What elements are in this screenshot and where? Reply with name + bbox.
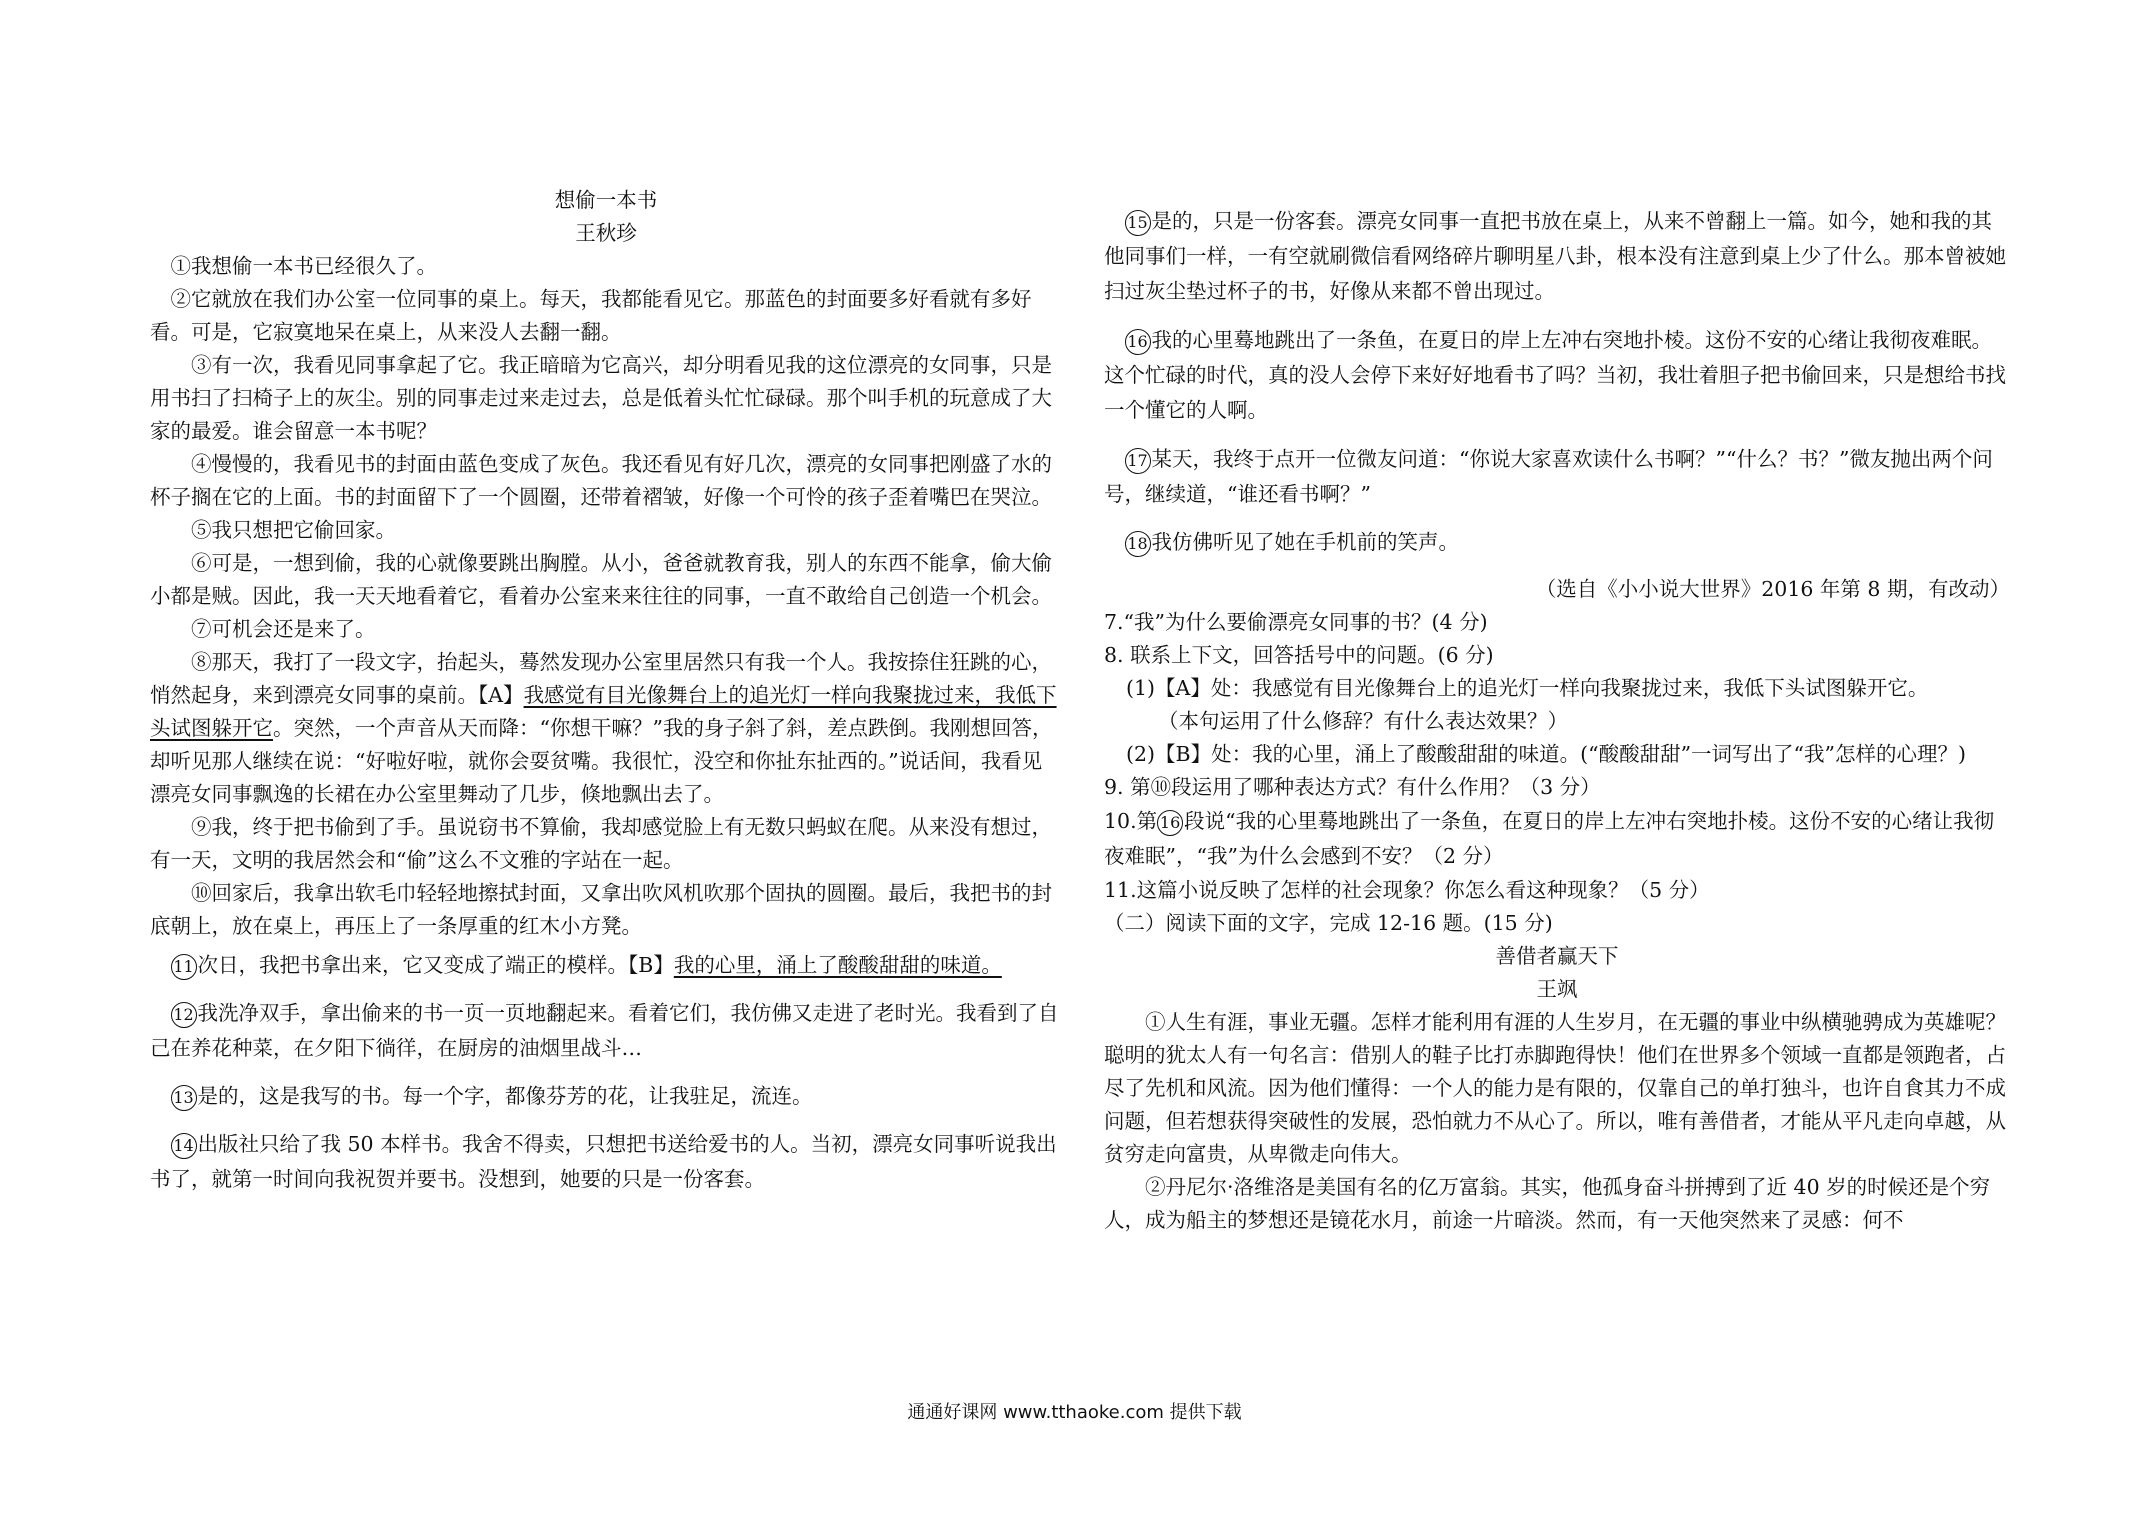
q10-text: 段说“我的心里蓦地跳出了一条鱼，在夏日的岸上左冲右突地扑棱。这份不安的心绪让我彻夜难眠”，“我”为什么会感到不安？（2 分）: [1104, 809, 1995, 868]
question-8-1: (1)【A】处：我感觉有目光像舞台上的追光灯一样向我聚拢过来，我低下头试图躲开它。: [1126, 676, 1929, 700]
circled-number-13: 13: [171, 1085, 197, 1111]
paragraph-1: ①我想偷一本书已经很久了。: [170, 254, 437, 278]
question-7: 7.“我”为什么要偷漂亮女同事的书？(4 分): [1104, 610, 1488, 634]
circled-number-12: 12: [171, 1002, 197, 1028]
paragraph-10: ⑩回家后，我拿出软毛巾轻轻地擦拭封面，又拿出吹风机吹那个固执的圆圈。最后，我把书的封底朝上，放在桌上，再压上了一条厚重的红木小方凳。: [150, 881, 1052, 938]
paragraph-15: [1104, 204, 2010, 309]
paragraph-5: ⑤我只想把它偷回家。: [191, 518, 396, 542]
article-author: 王飒: [1536, 977, 1578, 1001]
p16-text: 我的心里蓦地跳出了一条鱼，在夏日的岸上左冲右突地扑棱。这份不安的心绪让我彻夜难眠。这个忙碌的时代，真的没人会停下来好好地看书了吗？当初，我壮着胆子把书偷回来，只是想给书找一个懂它的人啊。: [1104, 328, 2006, 422]
page-footer: 通通好课网 www.tthaoke.com 提供下载: [907, 1402, 1242, 1423]
paragraph-3: ③有一次，我看见同事拿起了它。我正暗暗为它高兴，却分明看见我的这位漂亮的女同事，只是用书扫了扫椅子上的灰尘。别的同事走过来走过去，总是低着头忙忙碌碌。那个叫手机的玩意成了大家的最爱。谁会留意一本书呢？: [150, 353, 1052, 443]
question-9: 9. 第⑩段运用了哪种表达方式？有什么作用？（3 分）: [1104, 775, 1601, 799]
paragraph-17: [1104, 442, 2010, 512]
paragraph-6: ⑥可是，一想到偷，我的心就像要跳出胸膛。从小，爸爸就教育我，别人的东西不能拿，偷大偷小都是贼。因此，我一天天地看着它，看着办公室来来往往的同事，一直不敢给自己创造一个机会。: [150, 551, 1052, 608]
paragraph-8: [150, 646, 1062, 811]
p14-text: 出版社只给了我 50 本样书。我舍不得卖，只想把书送给爱书的人。当初，漂亮女同事听说我出书了，就第一时间向我祝贺并要书。没想到，她要的只是一份客套。: [150, 1132, 1057, 1191]
circled-number-18: 18: [1125, 531, 1151, 557]
circled-number-16-ref: 16: [1157, 810, 1183, 836]
story-author: 王秋珍: [575, 221, 637, 245]
paragraph-12: [150, 996, 1062, 1066]
underlined-sentence-b: 我的心里，涌上了酸酸甜甜的味道。: [673, 953, 1002, 977]
paragraph-4: ④慢慢的，我看见书的封面由蓝色变成了灰色。我还看见有好几次，漂亮的女同事把刚盛了水的杯子搁在它的上面。书的封面留下了一个圆圈，还带着褶皱，好像一个可怜的孩子歪着嘴巴在哭泣。: [150, 452, 1052, 509]
underlined-sentence-a: 我感觉有目光像舞台上的追光灯一样向我聚拢过来，我低下头试图躲开它: [150, 683, 1057, 740]
p8-text-b: 。突然，一个声音从天而降：“你想干嘛？”我的身子斜了斜，差点跌倒。我刚想回答，却听见那人继续在说：“好啦好啦，就你会耍贫嘴。我很忙，没空和你扯东扯西的。”说话间，我看见漂亮女同事飘逸的长裙在办公室里舞动了几步，倏地飘出去了。: [150, 716, 1053, 806]
circled-number-15: 15: [1125, 210, 1151, 236]
question-11: 11.这篇小说反映了怎样的社会现象？你怎么看这种现象？（5 分）: [1104, 878, 1710, 902]
paragraph-11: [150, 949, 1062, 982]
circled-number-17: 17: [1125, 448, 1151, 474]
paragraph-9: ⑨我，终于把书偷到了手。虽说窃书不算偷，我却感觉脸上有无数只蚂蚁在爬。从来没有想过，有一天，文明的我居然会和“偷”这么不文雅的字站在一起。: [150, 815, 1052, 872]
p8-text-a: ⑧那天，我打了一段文字，抬起头，蓦然发现办公室里居然只有我一个人。我按捺住狂跳的心，悄然起身，来到漂亮女同事的桌前。【A】: [150, 650, 1052, 707]
paragraph-2: ②它就放在我们办公室一位同事的桌上。每天，我都能看见它。那蓝色的封面要多好看就有多好看。可是，它寂寞地呆在桌上，从来没人去翻一翻。: [150, 287, 1032, 344]
circled-number-11: 11: [171, 954, 197, 980]
paragraph-16: [1104, 323, 2010, 428]
paragraph-13: [150, 1080, 1062, 1113]
article-paragraph-2: ②丹尼尔·洛维洛是美国有名的亿万富翁。其实，他孤身奋斗拼搏到了近 40 岁的时候还是个穷人，成为船主的梦想还是镜花水月，前途一片暗淡。然而，有一天他突然来了灵感：何不: [1104, 1175, 1991, 1232]
question-10: [1104, 804, 2010, 874]
circled-number-14: 14: [171, 1133, 197, 1159]
article-paragraph-1: ①人生有涯，事业无疆。怎样才能利用有涯的人生岁月，在无疆的事业中纵横驰骋成为英雄呢？聪明的犹太人有一句名言：借别人的鞋子比打赤脚跑得快！他们在世界多个领域一直都是领跑者，占尽了先机和风流。因为他们懂得：一个人的能力是有限的，仅靠自己的单打独斗，也许自食其力不成问题，但若想获得突破性的发展，恐怕就力不从心了。所以，唯有善借者，才能从平凡走向卓越，从贫穷走向富贵，从卑微走向伟大。: [1104, 1010, 2006, 1166]
p11-text: 次日，我把书拿出来，它又变成了端正的模样。【B】: [197, 953, 674, 977]
p18-text: 我仿佛听见了她在手机前的笑声。: [1151, 530, 1459, 554]
question-8-2: (2)【B】处：我的心里，涌上了酸酸甜甜的味道。(“酸酸甜甜”一词写出了“我”怎样的心理？): [1126, 742, 1967, 766]
q10-prefix: 10.第: [1104, 809, 1158, 833]
article-title: 善借者赢天下: [1495, 944, 1619, 968]
question-8-1-prompt: （本句运用了什么修辞？有什么表达效果？）: [1158, 709, 1568, 733]
p13-text: 是的，这是我写的书。每一个字，都像芬芳的花，让我驻足，流连。: [197, 1084, 813, 1108]
section-2-heading: （二）阅读下面的文字，完成 12-16 题。(15 分): [1104, 911, 1553, 935]
p12-text: 我洗净双手，拿出偷来的书一页一页地翻起来。看着它们，我仿佛又走进了老时光。我看到了自己在养花种菜，在夕阳下徜徉，在厨房的油烟里战斗…: [150, 1001, 1059, 1060]
p17-text: 某天，我终于点开一位微友问道：“你说大家喜欢读什么书啊？”“什么？书？”微友抛出两个问号，继续道，“谁还看书啊？”: [1104, 447, 1993, 506]
paragraph-7: ⑦可机会还是来了。: [191, 617, 376, 641]
paragraph-18: [1104, 526, 2010, 559]
source-citation: （选自《小小说大世界》2016 年第 8 期，有改动）: [1535, 577, 2010, 601]
p15-text: 是的，只是一份客套。漂亮女同事一直把书放在桌上，从来不曾翻上一篇。如今，她和我的其他同事们一样，一有空就刷微信看网络碎片聊明星八卦，根本没有注意到桌上少了什么。那本曾被她扫过灰尘垫过杯子的书，好像从来都不曾出现过。: [1104, 209, 2006, 303]
left-column: [150, 184, 1062, 1197]
paragraph-14: [150, 1127, 1062, 1197]
question-8: 8. 联系上下文，回答括号中的问题。(6 分): [1104, 643, 1494, 667]
right-column: [1104, 204, 2010, 1237]
story-title: 想偷一本书: [554, 188, 658, 212]
circled-number-16: 16: [1125, 329, 1151, 355]
